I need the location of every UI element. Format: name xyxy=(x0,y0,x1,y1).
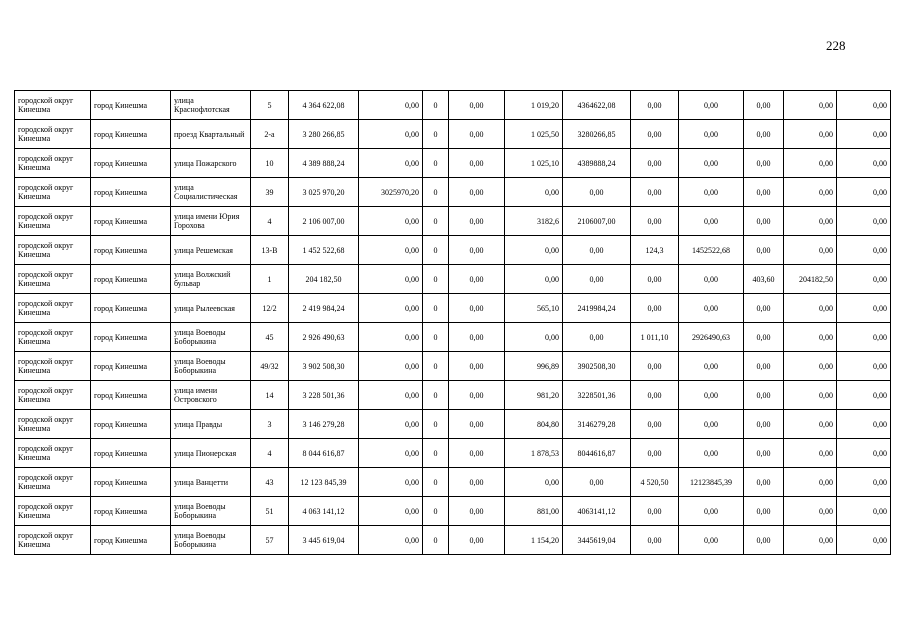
cell-col-14: 0,00 xyxy=(784,410,837,439)
cell-col-11: 0,00 xyxy=(631,91,679,120)
cell-col-11: 124,3 xyxy=(631,236,679,265)
cell-col-12: 0,00 xyxy=(679,120,744,149)
cell-total-cost: 3 146 279,28 xyxy=(289,410,359,439)
cell-col-10: 3902508,30 xyxy=(563,352,631,381)
cell-col-13: 0,00 xyxy=(744,236,784,265)
cell-col-15: 0,00 xyxy=(837,294,891,323)
cell-col-7: 0 xyxy=(423,468,449,497)
cell-col-7: 0 xyxy=(423,352,449,381)
cell-city: город Кинешма xyxy=(91,323,171,352)
cell-district: городской округ Кинешма xyxy=(15,149,91,178)
cell-col-12: 0,00 xyxy=(679,410,744,439)
cell-col-10: 0,00 xyxy=(563,323,631,352)
cell-street: улица Пожарского xyxy=(171,149,251,178)
cell-city: город Кинешма xyxy=(91,352,171,381)
cell-district: городской округ Кинешма xyxy=(15,497,91,526)
cell-street: улица Воеводы Боборыкина xyxy=(171,352,251,381)
cell-col-6: 0,00 xyxy=(359,497,423,526)
cell-col-9: 0,00 xyxy=(505,323,563,352)
cell-street: улица Воеводы Боборыкина xyxy=(171,526,251,555)
cell-col-15: 0,00 xyxy=(837,381,891,410)
cell-col-9: 0,00 xyxy=(505,236,563,265)
cell-col-13: 0,00 xyxy=(744,120,784,149)
cell-col-13: 0,00 xyxy=(744,323,784,352)
cell-col-8: 0,00 xyxy=(449,91,505,120)
cell-col-12: 0,00 xyxy=(679,439,744,468)
table-body xyxy=(15,91,891,555)
cell-col-11: 0,00 xyxy=(631,352,679,381)
cell-col-12: 0,00 xyxy=(679,526,744,555)
cell-col-6: 0,00 xyxy=(359,265,423,294)
cell-col-9: 1 878,53 xyxy=(505,439,563,468)
cell-col-6: 0,00 xyxy=(359,207,423,236)
cell-col-9: 981,20 xyxy=(505,381,563,410)
cell-col-11: 0,00 xyxy=(631,497,679,526)
table-row xyxy=(15,439,891,468)
cell-col-12: 0,00 xyxy=(679,91,744,120)
cell-col-7: 0 xyxy=(423,323,449,352)
cell-col-12: 0,00 xyxy=(679,294,744,323)
cell-col-14: 0,00 xyxy=(784,526,837,555)
cell-total-cost: 3 445 619,04 xyxy=(289,526,359,555)
cell-col-14: 0,00 xyxy=(784,149,837,178)
cell-col-13: 0,00 xyxy=(744,294,784,323)
cell-district: городской округ Кинешма xyxy=(15,207,91,236)
cell-city: город Кинешма xyxy=(91,178,171,207)
cell-col-13: 0,00 xyxy=(744,439,784,468)
cell-district: городской округ Кинешма xyxy=(15,178,91,207)
cell-col-12: 0,00 xyxy=(679,352,744,381)
cell-col-15: 0,00 xyxy=(837,265,891,294)
table-row xyxy=(15,207,891,236)
cell-col-15: 0,00 xyxy=(837,236,891,265)
cell-col-14: 204182,50 xyxy=(784,265,837,294)
cell-col-6: 0,00 xyxy=(359,91,423,120)
cell-col-8: 0,00 xyxy=(449,439,505,468)
cell-total-cost: 4 063 141,12 xyxy=(289,497,359,526)
cell-col-11: 0,00 xyxy=(631,526,679,555)
cell-col-7: 0 xyxy=(423,526,449,555)
cell-col-11: 0,00 xyxy=(631,439,679,468)
table-row xyxy=(15,497,891,526)
cell-total-cost: 2 106 007,00 xyxy=(289,207,359,236)
cell-col-15: 0,00 xyxy=(837,178,891,207)
cell-col-6: 0,00 xyxy=(359,149,423,178)
page-number: 228 xyxy=(826,38,846,53)
cell-col-9: 1 025,50 xyxy=(505,120,563,149)
cell-col-15: 0,00 xyxy=(837,207,891,236)
cell-city: город Кинешма xyxy=(91,410,171,439)
cell-street: улица Пионерская xyxy=(171,439,251,468)
cell-col-10: 2419984,24 xyxy=(563,294,631,323)
cell-street: улица Социалистическая xyxy=(171,178,251,207)
cell-house-number: 4 xyxy=(251,207,289,236)
cell-col-12: 0,00 xyxy=(679,207,744,236)
cell-col-13: 0,00 xyxy=(744,497,784,526)
cell-col-11: 0,00 xyxy=(631,410,679,439)
cell-house-number: 39 xyxy=(251,178,289,207)
table-row xyxy=(15,352,891,381)
table-row xyxy=(15,323,891,352)
table-row xyxy=(15,526,891,555)
cell-col-10: 0,00 xyxy=(563,236,631,265)
cell-city: город Кинешма xyxy=(91,265,171,294)
cell-col-9: 0,00 xyxy=(505,265,563,294)
table-row xyxy=(15,410,891,439)
cell-col-8: 0,00 xyxy=(449,149,505,178)
cell-col-13: 0,00 xyxy=(744,526,784,555)
cell-street: улица Ванцетти xyxy=(171,468,251,497)
cell-col-14: 0,00 xyxy=(784,439,837,468)
cell-street: улица Воеводы Боборыкина xyxy=(171,323,251,352)
cell-house-number: 57 xyxy=(251,526,289,555)
cell-street: проезд Квартальный xyxy=(171,120,251,149)
cell-total-cost: 3 025 970,20 xyxy=(289,178,359,207)
cell-col-14: 0,00 xyxy=(784,497,837,526)
cell-total-cost: 3 280 266,85 xyxy=(289,120,359,149)
cell-col-7: 0 xyxy=(423,207,449,236)
cell-district: городской округ Кинешма xyxy=(15,294,91,323)
cell-col-13: 0,00 xyxy=(744,410,784,439)
cell-city: город Кинешма xyxy=(91,207,171,236)
cell-street: улица Краснофлотская xyxy=(171,91,251,120)
cell-col-8: 0,00 xyxy=(449,178,505,207)
cell-city: город Кинешма xyxy=(91,236,171,265)
cell-city: город Кинешма xyxy=(91,294,171,323)
cell-col-13: 0,00 xyxy=(744,352,784,381)
cell-col-13: 0,00 xyxy=(744,178,784,207)
cell-col-8: 0,00 xyxy=(449,381,505,410)
cell-house-number: 1 xyxy=(251,265,289,294)
cell-col-9: 1 154,20 xyxy=(505,526,563,555)
cell-col-12: 1452522,68 xyxy=(679,236,744,265)
cell-col-6: 3025970,20 xyxy=(359,178,423,207)
cell-col-15: 0,00 xyxy=(837,526,891,555)
cell-city: город Кинешма xyxy=(91,381,171,410)
cell-city: город Кинешма xyxy=(91,526,171,555)
cell-col-9: 1 025,10 xyxy=(505,149,563,178)
cell-col-15: 0,00 xyxy=(837,497,891,526)
cell-col-12: 12123845,39 xyxy=(679,468,744,497)
cell-col-15: 0,00 xyxy=(837,323,891,352)
cell-col-11: 4 520,50 xyxy=(631,468,679,497)
cell-col-8: 0,00 xyxy=(449,526,505,555)
cell-col-8: 0,00 xyxy=(449,410,505,439)
cell-district: городской округ Кинешма xyxy=(15,410,91,439)
cell-district: городской округ Кинешма xyxy=(15,120,91,149)
cell-col-6: 0,00 xyxy=(359,352,423,381)
cell-house-number: 5 xyxy=(251,91,289,120)
cell-total-cost: 204 182,50 xyxy=(289,265,359,294)
cell-col-10: 0,00 xyxy=(563,265,631,294)
cell-col-11: 0,00 xyxy=(631,149,679,178)
cell-district: городской округ Кинешма xyxy=(15,265,91,294)
cell-house-number: 3 xyxy=(251,410,289,439)
cell-col-9: 3182,6 xyxy=(505,207,563,236)
cell-street: улица Правды xyxy=(171,410,251,439)
cell-col-7: 0 xyxy=(423,497,449,526)
cell-col-9: 996,89 xyxy=(505,352,563,381)
cell-col-7: 0 xyxy=(423,439,449,468)
table-row xyxy=(15,149,891,178)
cell-district: городской округ Кинешма xyxy=(15,352,91,381)
cell-col-13: 0,00 xyxy=(744,91,784,120)
cell-col-6: 0,00 xyxy=(359,294,423,323)
cell-col-10: 0,00 xyxy=(563,468,631,497)
cell-col-9: 0,00 xyxy=(505,468,563,497)
cell-house-number: 13-В xyxy=(251,236,289,265)
cell-total-cost: 2 926 490,63 xyxy=(289,323,359,352)
cell-col-11: 0,00 xyxy=(631,178,679,207)
cell-city: город Кинешма xyxy=(91,497,171,526)
cell-col-15: 0,00 xyxy=(837,468,891,497)
cell-col-11: 0,00 xyxy=(631,207,679,236)
cell-col-10: 4389888,24 xyxy=(563,149,631,178)
cell-col-6: 0,00 xyxy=(359,236,423,265)
cell-col-8: 0,00 xyxy=(449,207,505,236)
cell-city: город Кинешма xyxy=(91,439,171,468)
cell-col-12: 0,00 xyxy=(679,265,744,294)
cell-col-7: 0 xyxy=(423,294,449,323)
cell-col-7: 0 xyxy=(423,265,449,294)
cell-house-number: 10 xyxy=(251,149,289,178)
cell-district: городской округ Кинешма xyxy=(15,439,91,468)
cell-district: городской округ Кинешма xyxy=(15,323,91,352)
cell-col-12: 0,00 xyxy=(679,497,744,526)
cell-house-number: 12/2 xyxy=(251,294,289,323)
cell-col-7: 0 xyxy=(423,236,449,265)
cell-col-9: 881,00 xyxy=(505,497,563,526)
cell-col-12: 0,00 xyxy=(679,149,744,178)
table-row xyxy=(15,120,891,149)
table-row xyxy=(15,468,891,497)
cell-col-12: 0,00 xyxy=(679,178,744,207)
cell-col-7: 0 xyxy=(423,381,449,410)
cell-col-6: 0,00 xyxy=(359,526,423,555)
cell-col-9: 0,00 xyxy=(505,178,563,207)
cell-col-14: 0,00 xyxy=(784,468,837,497)
cell-total-cost: 12 123 845,39 xyxy=(289,468,359,497)
cell-city: город Кинешма xyxy=(91,149,171,178)
cell-city: город Кинешма xyxy=(91,91,171,120)
cell-col-7: 0 xyxy=(423,149,449,178)
cell-col-15: 0,00 xyxy=(837,410,891,439)
cell-street: улица имени Островского xyxy=(171,381,251,410)
cell-street: улица Решемская xyxy=(171,236,251,265)
table-row xyxy=(15,178,891,207)
cell-col-10: 3228501,36 xyxy=(563,381,631,410)
cell-total-cost: 3 902 508,30 xyxy=(289,352,359,381)
table-row xyxy=(15,381,891,410)
cell-total-cost: 1 452 522,68 xyxy=(289,236,359,265)
cell-col-12: 0,00 xyxy=(679,381,744,410)
cell-house-number: 2-а xyxy=(251,120,289,149)
cell-col-15: 0,00 xyxy=(837,91,891,120)
cell-col-7: 0 xyxy=(423,120,449,149)
cell-col-13: 403,60 xyxy=(744,265,784,294)
cell-city: город Кинешма xyxy=(91,468,171,497)
table-row xyxy=(15,236,891,265)
cell-col-11: 0,00 xyxy=(631,381,679,410)
cell-col-7: 0 xyxy=(423,91,449,120)
cell-col-15: 0,00 xyxy=(837,149,891,178)
cell-col-13: 0,00 xyxy=(744,149,784,178)
cell-district: городской округ Кинешма xyxy=(15,526,91,555)
cell-col-13: 0,00 xyxy=(744,381,784,410)
cell-col-10: 8044616,87 xyxy=(563,439,631,468)
cell-col-8: 0,00 xyxy=(449,294,505,323)
cell-house-number: 4 xyxy=(251,439,289,468)
cell-house-number: 49/32 xyxy=(251,352,289,381)
table-row xyxy=(15,294,891,323)
cell-col-14: 0,00 xyxy=(784,352,837,381)
cell-col-14: 0,00 xyxy=(784,178,837,207)
cell-total-cost: 8 044 616,87 xyxy=(289,439,359,468)
cell-col-8: 0,00 xyxy=(449,265,505,294)
cell-col-10: 3280266,85 xyxy=(563,120,631,149)
cell-col-15: 0,00 xyxy=(837,120,891,149)
cell-col-6: 0,00 xyxy=(359,439,423,468)
cell-col-9: 565,10 xyxy=(505,294,563,323)
cell-col-11: 0,00 xyxy=(631,120,679,149)
cell-col-6: 0,00 xyxy=(359,410,423,439)
cell-col-11: 0,00 xyxy=(631,294,679,323)
cell-col-8: 0,00 xyxy=(449,236,505,265)
cell-col-7: 0 xyxy=(423,410,449,439)
cell-col-13: 0,00 xyxy=(744,468,784,497)
cell-col-13: 0,00 xyxy=(744,207,784,236)
cell-house-number: 14 xyxy=(251,381,289,410)
cell-col-8: 0,00 xyxy=(449,497,505,526)
cell-col-6: 0,00 xyxy=(359,323,423,352)
data-table xyxy=(14,90,891,555)
cell-col-14: 0,00 xyxy=(784,91,837,120)
cell-col-15: 0,00 xyxy=(837,439,891,468)
cell-street: улица Рылеевская xyxy=(171,294,251,323)
cell-col-10: 2106007,00 xyxy=(563,207,631,236)
cell-col-14: 0,00 xyxy=(784,120,837,149)
cell-col-10: 3445619,04 xyxy=(563,526,631,555)
cell-col-14: 0,00 xyxy=(784,381,837,410)
cell-col-8: 0,00 xyxy=(449,468,505,497)
cell-col-9: 804,80 xyxy=(505,410,563,439)
cell-col-12: 2926490,63 xyxy=(679,323,744,352)
table-row xyxy=(15,265,891,294)
cell-district: городской округ Кинешма xyxy=(15,91,91,120)
cell-house-number: 51 xyxy=(251,497,289,526)
cell-col-11: 0,00 xyxy=(631,265,679,294)
cell-district: городской округ Кинешма xyxy=(15,381,91,410)
cell-col-15: 0,00 xyxy=(837,352,891,381)
cell-col-14: 0,00 xyxy=(784,207,837,236)
cell-col-6: 0,00 xyxy=(359,120,423,149)
cell-col-14: 0,00 xyxy=(784,236,837,265)
cell-col-6: 0,00 xyxy=(359,468,423,497)
cell-col-10: 3146279,28 xyxy=(563,410,631,439)
cell-col-8: 0,00 xyxy=(449,352,505,381)
cell-col-8: 0,00 xyxy=(449,120,505,149)
table-row xyxy=(15,91,891,120)
cell-city: город Кинешма xyxy=(91,120,171,149)
cell-total-cost: 2 419 984,24 xyxy=(289,294,359,323)
cell-street: улица имени Юрия Горохова xyxy=(171,207,251,236)
cell-col-11: 1 011,10 xyxy=(631,323,679,352)
cell-house-number: 43 xyxy=(251,468,289,497)
cell-house-number: 45 xyxy=(251,323,289,352)
cell-col-14: 0,00 xyxy=(784,323,837,352)
cell-col-10: 0,00 xyxy=(563,178,631,207)
cell-total-cost: 4 364 622,08 xyxy=(289,91,359,120)
cell-street: улица Воеводы Боборыкина xyxy=(171,497,251,526)
cell-total-cost: 4 389 888,24 xyxy=(289,149,359,178)
cell-col-10: 4063141,12 xyxy=(563,497,631,526)
cell-district: городской округ Кинешма xyxy=(15,236,91,265)
cell-total-cost: 3 228 501,36 xyxy=(289,381,359,410)
cell-col-9: 1 019,20 xyxy=(505,91,563,120)
cell-district: городской округ Кинешма xyxy=(15,468,91,497)
cell-col-6: 0,00 xyxy=(359,381,423,410)
cell-col-7: 0 xyxy=(423,178,449,207)
cell-col-14: 0,00 xyxy=(784,294,837,323)
cell-col-8: 0,00 xyxy=(449,323,505,352)
cell-col-10: 4364622,08 xyxy=(563,91,631,120)
cell-street: улица Волжский бульвар xyxy=(171,265,251,294)
